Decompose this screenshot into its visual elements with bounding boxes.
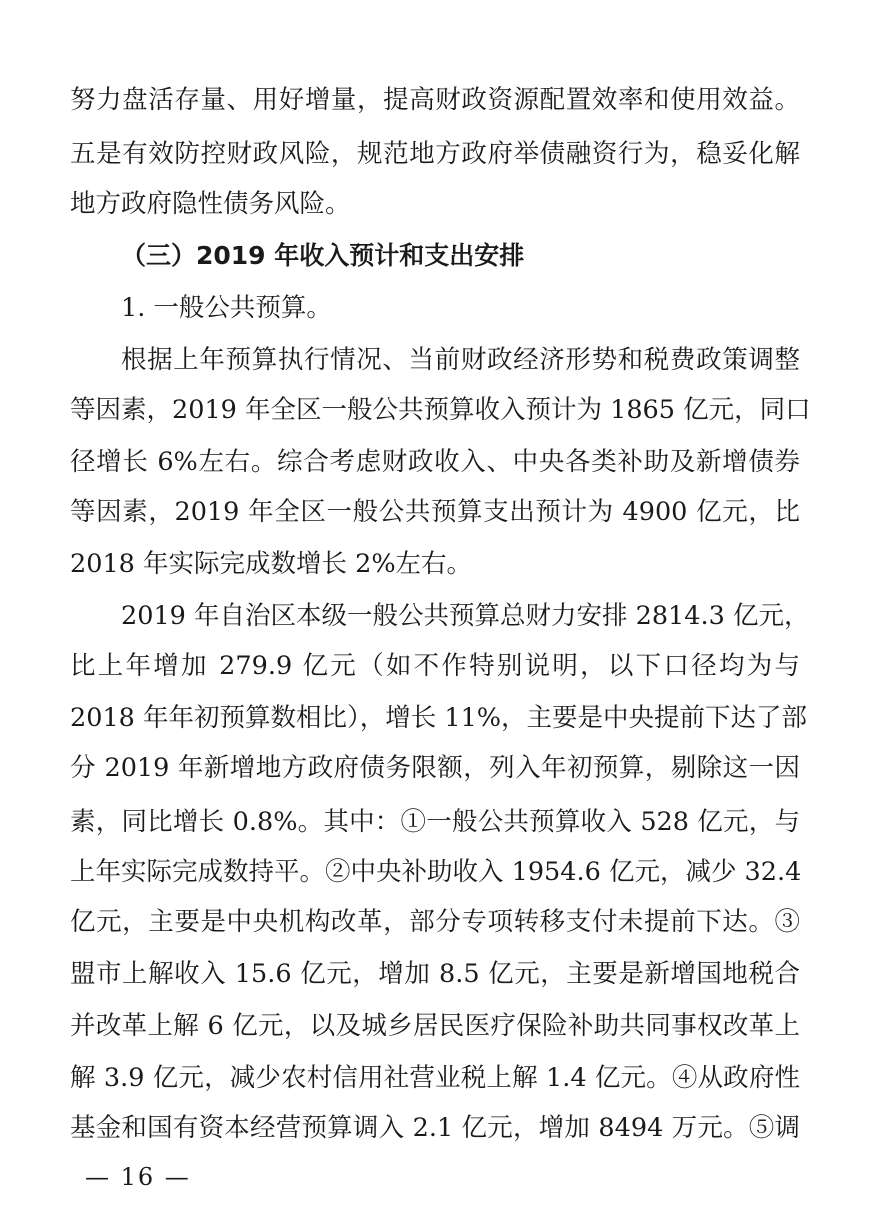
body-line: 2018 年年初预算数相比），增长 11%，主要是中央提前下达了部 <box>70 703 808 733</box>
body-line: 解 3.9 亿元，减少农村信用社营业税上解 1.4 亿元。④从政府性 <box>70 1063 800 1093</box>
body-line: 亿元，主要是中央机构改革，部分专项转移支付未提前下达。③ <box>70 907 800 937</box>
page-number: — 16 — <box>85 1163 191 1191</box>
subsection-heading: 1. 一般公共预算。 <box>121 293 332 323</box>
body-line: 上年实际完成数持平。②中央补助收入 1954.6 亿元，减少 32.4 <box>70 857 802 887</box>
body-line: 等因素，2019 年全区一般公共预算支出预计为 4900 亿元，比 <box>70 497 800 527</box>
section-heading: （三）2019 年收入预计和支出安排 <box>121 241 525 270</box>
body-line: 基金和国有资本经营预算调入 2.1 亿元，增加 8494 万元。⑤调 <box>70 1113 800 1143</box>
body-line: 五是有效防控财政风险，规范地方政府举债融资行为，稳妥化解 <box>70 139 800 169</box>
body-line: 等因素，2019 年全区一般公共预算收入预计为 1865 亿元，同口 <box>70 395 811 425</box>
body-line: 并改革上解 6 亿元，以及城乡居民医疗保险补助共同事权改革上 <box>70 1011 800 1041</box>
body-line: 努力盘活存量、用好增量，提高财政资源配置效率和使用效益。 <box>70 85 800 115</box>
body-line: 根据上年预算执行情况、当前财政经济形势和税费政策调整 <box>121 345 800 375</box>
body-line: 素，同比增长 0.8%。其中：①一般公共预算收入 528 亿元，与 <box>70 807 800 837</box>
body-line: 分 2019 年新增地方政府债务限额，列入年初预算，剔除这一因 <box>70 753 800 783</box>
body-line: 地方政府隐性债务风险。 <box>70 189 351 219</box>
body-line: 盟市上解收入 15.6 亿元，增加 8.5 亿元，主要是新增国地税合 <box>70 959 800 989</box>
body-line: 比上年增加 279.9 亿元（如不作特别说明，以下口径均为与 <box>70 651 800 681</box>
body-line: 径增长 6%左右。综合考虑财政收入、中央各类补助及新增债券 <box>70 447 800 477</box>
body-line: 2019 年自治区本级一般公共预算总财力安排 2814.3 亿元， <box>121 601 810 631</box>
body-line: 2018 年实际完成数增长 2%左右。 <box>70 549 473 579</box>
